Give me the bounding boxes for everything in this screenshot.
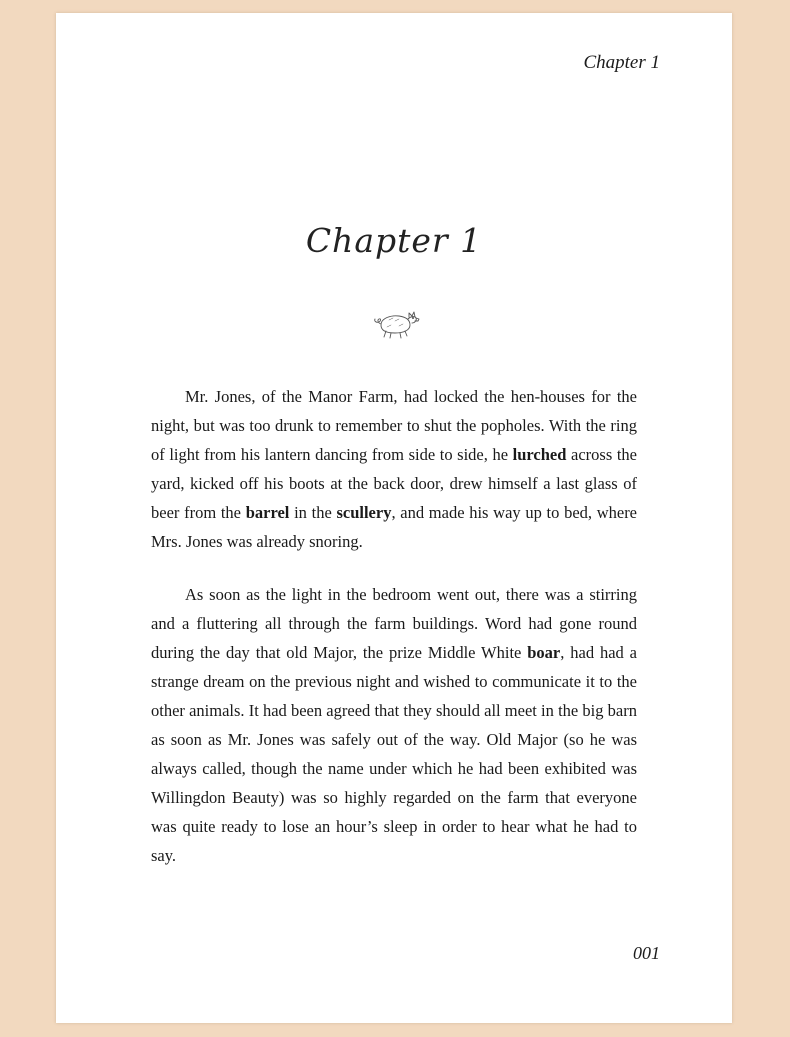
vocab-word-lurched: lurched xyxy=(512,445,567,464)
text-segment: Mr. Jones, of the Manor Farm, had locked the hen-houses for the night, but was too drunk to remember to shut the popholes. With the ring of light from his lantern dancing from side to side, he xyxy=(151,387,637,464)
paragraph-2 xyxy=(151,580,637,870)
vocab-word-barrel: barrel xyxy=(245,503,290,522)
chapter-title: Chapter 1 xyxy=(305,221,483,260)
running-header: Chapter 1 xyxy=(583,52,660,73)
page-number: 001 xyxy=(633,943,660,963)
text-segment: , had had a strange dream on the previous night and wished to communicate it to the other animals. It had been agreed that they should all meet in the big barn as soon as Mr. Jones was safely out of the way. Old Major (so he was always called, though the name under which he had been exhibited was Willingdon Beauty) was so highly regarded on the farm that everyone was quite ready to lose an hour’s sleep in order to hear what he had to say. xyxy=(151,643,637,865)
vocab-word-scullery: scullery xyxy=(336,503,392,522)
chapter-body xyxy=(151,382,637,894)
book-page xyxy=(56,13,732,1023)
text-segment: As soon as the light in the bedroom went out, there was a stirring and a fluttering all through the farm buildings. Word had gone round during the day that old Major, the prize Middle White xyxy=(151,585,637,662)
vocab-word-boar: boar xyxy=(527,643,561,662)
paragraph-1 xyxy=(151,382,637,556)
text-segment: , and made his way up to bed, where Mrs. Jones was already snoring. xyxy=(151,503,638,551)
pig-illustration-icon xyxy=(369,305,421,341)
text-segment: across the yard, kicked off his boots at the back door, drew himself a last glass of beer from the xyxy=(151,445,637,522)
text-segment: in the xyxy=(289,503,337,522)
